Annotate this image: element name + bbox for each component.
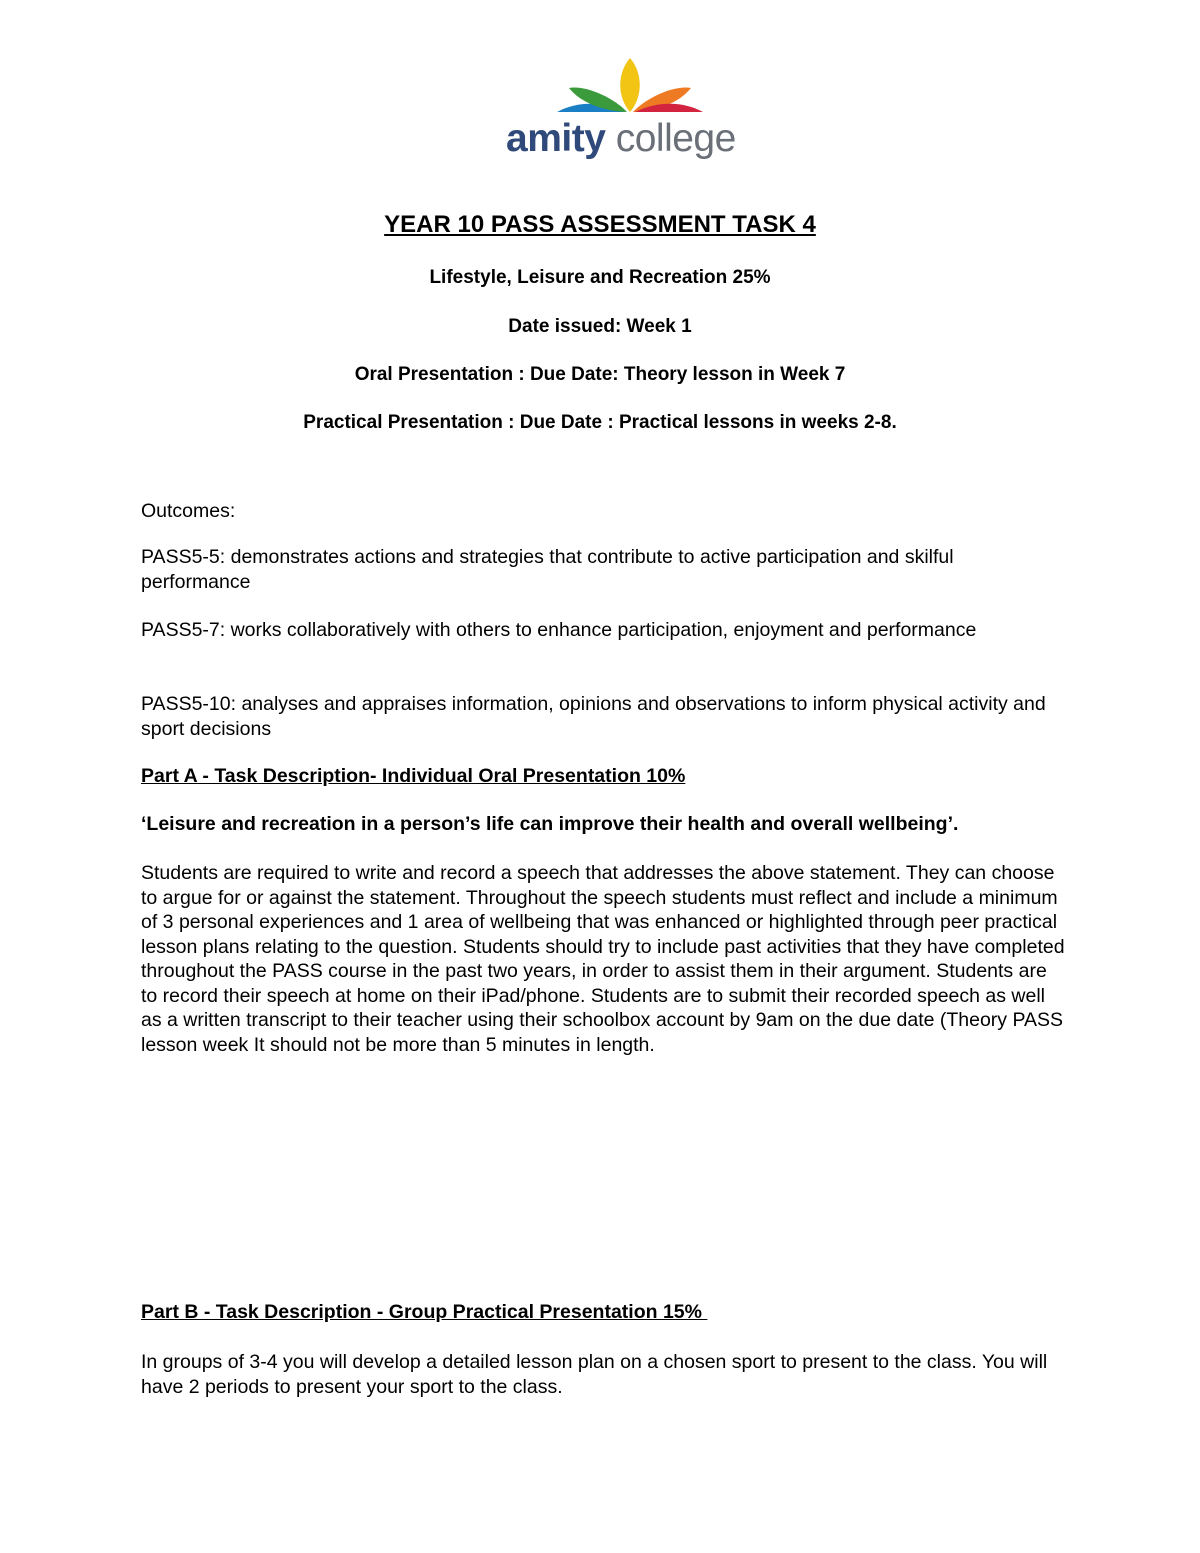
outcomes-heading: Outcomes:: [141, 500, 236, 522]
part-a-heading: Part A - Task Description- Individual Oral Presentation 10%: [141, 765, 686, 787]
date-issued: Date issued: Week 1: [508, 316, 692, 337]
college-wordmark: amity college: [506, 117, 736, 160]
outcome-pass5-5: PASS5-5: demonstrates actions and strategies that contribute to active participation and skilful performance: [141, 546, 954, 593]
part-b-heading: Part B - Task Description - Group Practical Presentation 15%: [141, 1301, 708, 1323]
part-b-body: In groups of 3-4 you will develop a detailed lesson plan on a chosen sport to present to the class. You will have 2 periods to present your sport to the class.: [141, 1351, 1048, 1398]
part-a-quote: ‘Leisure and recreation in a person’s life can improve their health and overall wellbeing’.: [141, 813, 959, 835]
practical-due-date: Practical Presentation : Due Date : Practical lessons in weeks 2-8.: [303, 412, 897, 433]
flower-logo-icon: [555, 55, 705, 115]
outcome-pass5-10: PASS5-10: analyses and appraises information, opinions and observations to inform physical activity and sport decisions: [141, 693, 1046, 740]
college-logo: [500, 55, 760, 165]
page-title: YEAR 10 PASS ASSESSMENT TASK 4: [384, 211, 816, 238]
oral-due-date: Oral Presentation : Due Date: Theory lesson in Week 7: [354, 364, 846, 385]
part-a-body: Students are required to write and record a speech that addresses the above statement. They can choose to argue for or against the statement. Throughout the speech students must reflect and include a minimum of 3 personal experiences and 1 area of wellbeing that was enhanced or highlighted through peer practical lesson plans relating to the question. Students should try to include past activities that they have completed throughout the PASS course in the past two years, in order to assist them in their argument. Students are to record their speech at home on their iPad/phone. Students are to submit their recorded speech as well as a written transcript to their teacher using their schoolbox account by 9am on the due date (Theory PASS lesson week It should not be more than 5 minutes in length.: [141, 862, 1065, 1056]
subtitle-weighting: Lifestyle, Leisure and Recreation 25%: [429, 267, 771, 288]
outcome-pass5-7: PASS5-7: works collaboratively with others to enhance participation, enjoyment and performance: [141, 619, 977, 641]
